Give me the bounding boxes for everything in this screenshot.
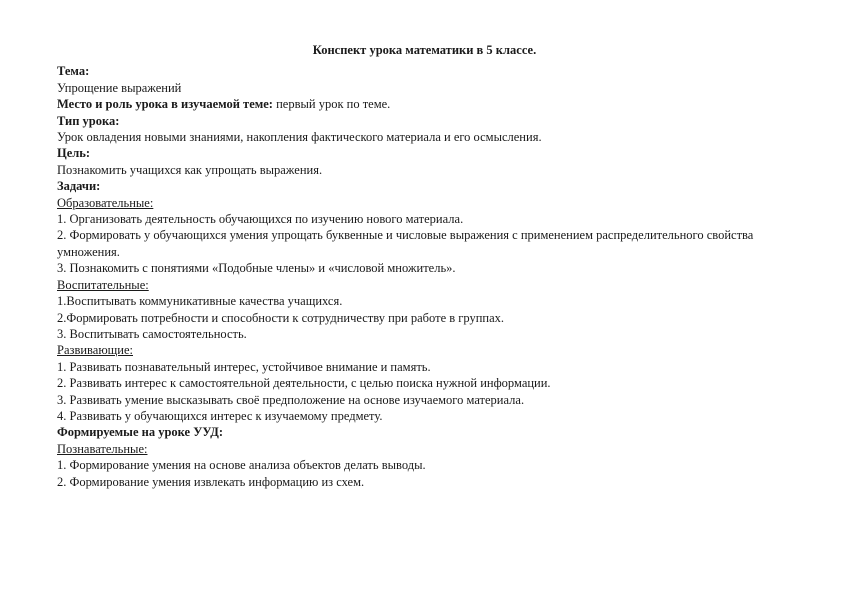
type-text: Урок овладения новыми знаниями, накопления фактического материала и его осмысления. — [57, 130, 542, 145]
developing-item: 3. Развивать умение высказывать своё предположение на основе изучаемого материала. — [57, 392, 525, 407]
developing-item: 4. Развивать у обучающихся интерес к изучаемому предмету. — [57, 408, 383, 423]
place-heading: Место и роль урока в изучаемой теме: — [57, 97, 273, 112]
developing-heading: Развивающие: — [57, 343, 133, 358]
educational-item: 3. Познакомить с понятиями «Подобные члены» и «числовой множитель». — [57, 261, 456, 276]
topic-heading: Тема: — [57, 64, 90, 79]
type-heading: Тип урока: — [57, 113, 120, 128]
educational-heading: Образовательные: — [57, 195, 154, 210]
document-title: Конспект урока математики в 5 классе. — [312, 43, 537, 57]
educational-item: 1. Организовать деятельность обучающихся по изучению нового материала. — [57, 212, 464, 227]
cognitive-heading: Познавательные: — [57, 441, 148, 456]
tasks-heading: Задачи: — [57, 179, 101, 194]
place-text: первый урок по теме. — [272, 97, 391, 112]
cognitive-item: 2. Формирование умения извлекать информацию из схем. — [57, 474, 365, 489]
topic-text: Упрощение выражений — [57, 80, 182, 95]
uud-heading: Формируемые на уроке УУД: — [57, 425, 224, 440]
upbringing-item: 1.Воспитывать коммуникативные качества учащихся. — [57, 294, 343, 309]
goal-heading: Цель: — [57, 146, 91, 161]
educational-item: 2. Формировать у обучающихся умения упрощать буквенные и числовые выражения с применением распределительного свойства умножения. — [57, 228, 754, 259]
upbringing-item: 2.Формировать потребности и способности к сотрудничеству при работе в группах. — [57, 310, 505, 325]
place-line — [57, 96, 792, 112]
developing-item: 2. Развивать интерес к самостоятельной деятельности, с целью поиска нужной информации. — [57, 376, 551, 391]
upbringing-item: 3. Воспитывать самостоятельность. — [57, 326, 247, 341]
developing-item: 1. Развивать познавательный интерес, устойчивое внимание и память. — [57, 359, 431, 374]
goal-text: Познакомить учащихся как упрощать выражения. — [57, 162, 323, 177]
lesson-plan-document — [57, 42, 792, 490]
upbringing-heading: Воспитательные: — [57, 277, 149, 292]
cognitive-item: 1. Формирование умения на основе анализа объектов делать выводы. — [57, 458, 426, 473]
